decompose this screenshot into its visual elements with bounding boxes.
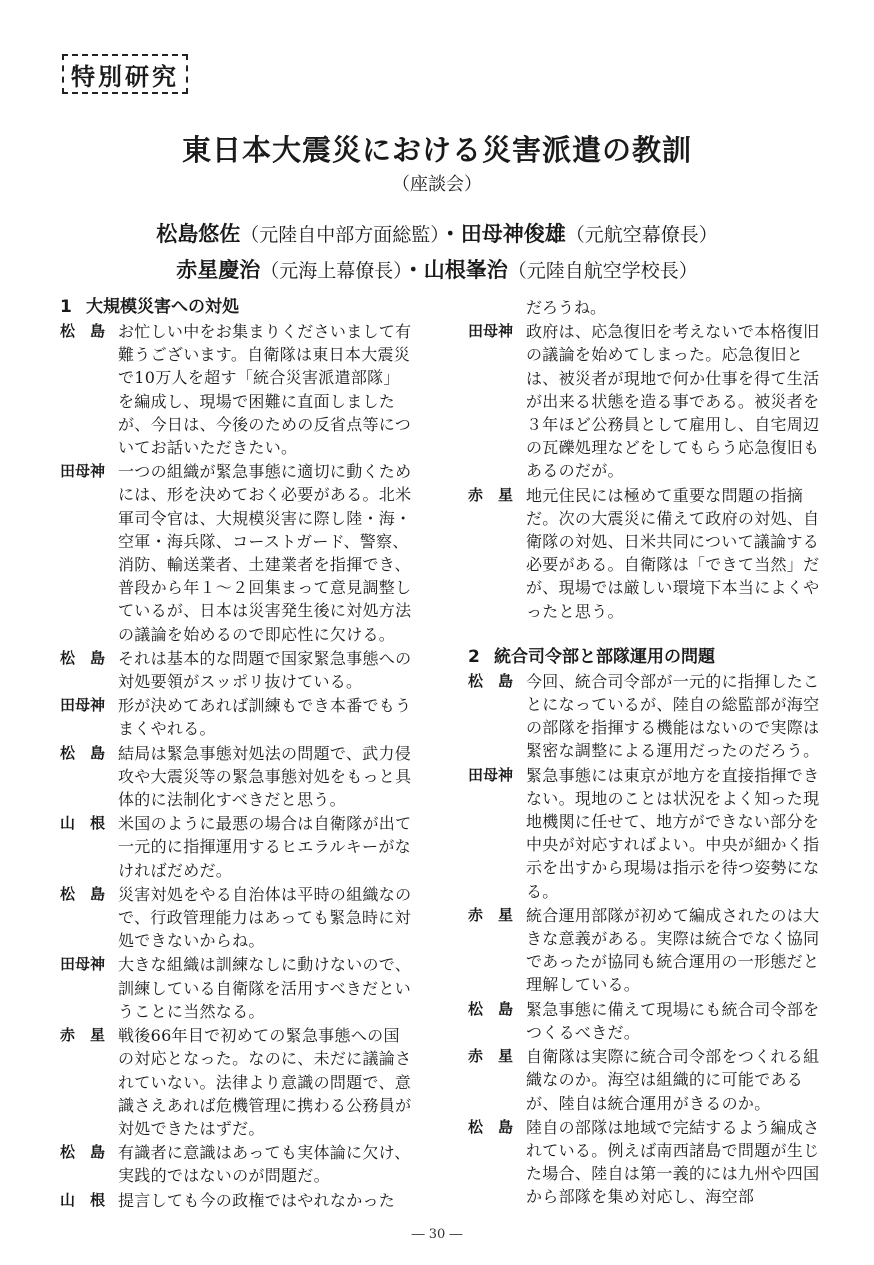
speaker-name: 松 島 — [60, 1143, 106, 1162]
author-role: （元陸自中部方面総監） — [240, 224, 440, 246]
dialogue-text: 緊急事態には東京が地方を直接指揮できない。現地のことは状況をよく知った現地機関に任せて、地方ができない部分を中央が対応すればよい。中央が細かく指示を出すから現場は指示を待つ姿勢になる。 — [526, 765, 820, 901]
speaker-name: 松 島 — [60, 884, 106, 903]
speaker-name: 松 島 — [60, 743, 106, 762]
speaker-name: 赤 星 — [468, 1047, 514, 1066]
dialogue-text: 自衛隊は実際に統合司令部をつくれる組織なのか。海空は組織的に可能であるが、陸自は統合運用がきるのか。 — [526, 1047, 820, 1113]
dialogue-entry — [60, 1141, 415, 1187]
dialogue-text: 戦後66年目で初めての緊急事態への国の対応となった。なのに、未だに議論されていない。法律より意識の問題で、意識さえあれば危機管理に携わる公務員が対処できたはずだ。 — [118, 1026, 412, 1138]
speaker-name: 赤 星 — [468, 905, 514, 924]
author-name: 山根峯治 — [423, 258, 508, 282]
dialogue-entry — [60, 460, 415, 646]
section-spacer — [468, 624, 823, 646]
dialogue-entry — [60, 1024, 415, 1140]
speaker-name: 田母神 — [60, 462, 106, 481]
speaker-name: 赤 星 — [468, 485, 514, 504]
speaker-name: 赤 星 — [60, 1026, 106, 1045]
dialogue-entry — [60, 742, 415, 812]
section-number: 1 — [60, 297, 72, 317]
dialogue-entry — [468, 320, 823, 482]
dialogue-entry — [60, 320, 415, 459]
section-tag: 特別研究 — [62, 54, 188, 94]
author-role: （元航空幕僚長） — [565, 224, 718, 246]
dialogue-text: 大きな組織は訓練なしに動けないので、訓練している自衛隊を活用すべきだということに当然なる。 — [118, 955, 412, 1021]
dialogue-entry — [468, 764, 823, 903]
speaker-name: 松 島 — [468, 999, 514, 1018]
speaker-name: 松 島 — [60, 322, 106, 340]
section-heading — [468, 646, 823, 669]
section-heading — [60, 296, 415, 319]
dialogue-entry — [468, 904, 823, 997]
dialogue-text: 政府は、応急復旧を考えないで本格復旧の議論を始めてしまった。応急復旧とは、被災者が現地で何か仕事を得て生活が出来る状態を造る事である。被災者を３年ほど公務員として雇用し、自宅周辺の瓦礫処理などをしてもらう応急復旧もあるのだが。 — [526, 322, 820, 481]
author-role: （元陸自航空学校長） — [507, 260, 698, 282]
section-title: 統合司令部と部隊運用の問題 — [494, 646, 715, 667]
speaker-name: 田母神 — [60, 696, 106, 715]
author-name: 松島悠佐 — [156, 222, 241, 246]
speaker-name: 山 根 — [60, 814, 106, 833]
dialogue-text: 統合運用部隊が初めて編成されたのは大きな意義がある。実際は統合でなく協同であったが協同も統合運用の一形態だと理解している。 — [526, 905, 820, 995]
speaker-name: 松 島 — [468, 671, 514, 690]
dialogue-text: それは基本的な問題で国家緊急事態への対処要領がスッポリ抜けている。 — [118, 648, 412, 692]
dialogue-text: 陸自の部隊は地域で完結するよう編成されている。例えば南西諸島で問題が生じた場合、陸自は第一義的には九州や四国から部隊を集め対応し、海空部 — [526, 1117, 820, 1207]
speaker-name: 田母神 — [468, 322, 514, 341]
dialogue-text: 米国のように最悪の場合は自衛隊が出て一元的に指揮運用するヒエラルキーがなければだめだ。 — [118, 814, 412, 880]
article-title: 東日本大震災における災害派遣の教訓 — [181, 133, 692, 167]
dialogue-text: 一つの組織が緊急事態に適切に動くためには、形を決めておく必要がある。北米軍司令官は、大規模災害に際し陸・海・空軍・海兵隊、コーストガード、警察、消防、輸送業者、土建業者を指揮でき、普段から年１～２回集まって意見調整しているが、日本は災害発生後に対処方法の議論を始めるので即応性に欠ける。 — [118, 462, 412, 644]
authors-line-2 — [0, 254, 874, 284]
author-separator: ・ — [439, 222, 461, 246]
dialogue-entry — [60, 812, 415, 882]
page-number: ― 30 ― — [411, 1227, 463, 1242]
author-name: 赤星慶治 — [176, 258, 261, 282]
dialogue-entry — [60, 883, 415, 953]
dialogue-entry — [468, 484, 823, 623]
dialogue-text: 形が決めてあれば訓練もでき本番でもうまくやれる。 — [118, 696, 412, 739]
dialogue-entry — [60, 1189, 415, 1212]
left-column — [60, 296, 415, 1213]
dialogue-text: 有識者に意識はあっても実体論に欠け、実践的ではないのが問題だ。 — [118, 1143, 411, 1186]
dialogue-text: 地元住民には極めて重要な問題の指摘だ。次の大震災に備えて政府の対処、自衛隊の対処、日米共同について議論する必要がある。自衛隊は「できて当然」だが、現場では厳しい環境下本当によくやったと思う。 — [526, 485, 820, 621]
dialogue-text: 今回、統合司令部が一元的に指揮したことになっているが、陸自の総監部が海空の部隊を指揮する機能はないので実際は緊密な調整による運用だったのだろう。 — [526, 671, 820, 761]
author-name: 田母神俊雄 — [460, 222, 566, 246]
dialogue-entry — [60, 953, 415, 1023]
section-number: 2 — [468, 646, 480, 667]
authors-line-1 — [0, 218, 874, 248]
speaker-name: 山 根 — [60, 1190, 106, 1209]
dialogue-text: お忙しい中をお集まりくださいまして有難うございます。自衛隊は東日本大震災で10万人を超す「統合災害派遣部隊」を編成し、現場で困難に直面しましたが、今日は、今後のための反省点等についてお話いただきたい。 — [118, 322, 412, 458]
author-separator: ・ — [402, 258, 424, 282]
dialogue-text: 提言しても今の政権ではやれなかった — [118, 1190, 396, 1210]
dialogue-text: 緊急事態に備えて現場にも統合司令部をつくるべきだ。 — [526, 999, 820, 1042]
dialogue-entry — [468, 670, 823, 763]
right-column — [468, 296, 823, 1210]
section-title: 大規模災害への対処 — [86, 297, 239, 317]
speaker-name: 松 島 — [468, 1117, 514, 1136]
dialogue-continuation: だろうね。 — [526, 298, 607, 317]
speaker-name: 田母神 — [60, 955, 106, 974]
dialogue-entry — [468, 1045, 823, 1115]
dialogue-entry — [60, 694, 415, 740]
author-role: （元海上幕僚長） — [260, 260, 403, 282]
speaker-name: 田母神 — [468, 765, 514, 784]
dialogue-entry — [468, 998, 823, 1044]
dialogue-entry — [468, 1116, 823, 1209]
dialogue-entry — [60, 647, 415, 693]
speaker-name: 松 島 — [60, 648, 106, 667]
article-subtitle: （座談会） — [392, 174, 482, 195]
dialogue-text: 結局は緊急事態対処法の問題で、武力侵攻や大震災等の緊急事態対処をもっと具体的に法制化すべきだと思う。 — [118, 743, 412, 810]
dialogue-text: 災害対処をやる自治体は平時の組織なので、行政管理能力はあっても緊急時に対処できないからね。 — [118, 884, 412, 951]
